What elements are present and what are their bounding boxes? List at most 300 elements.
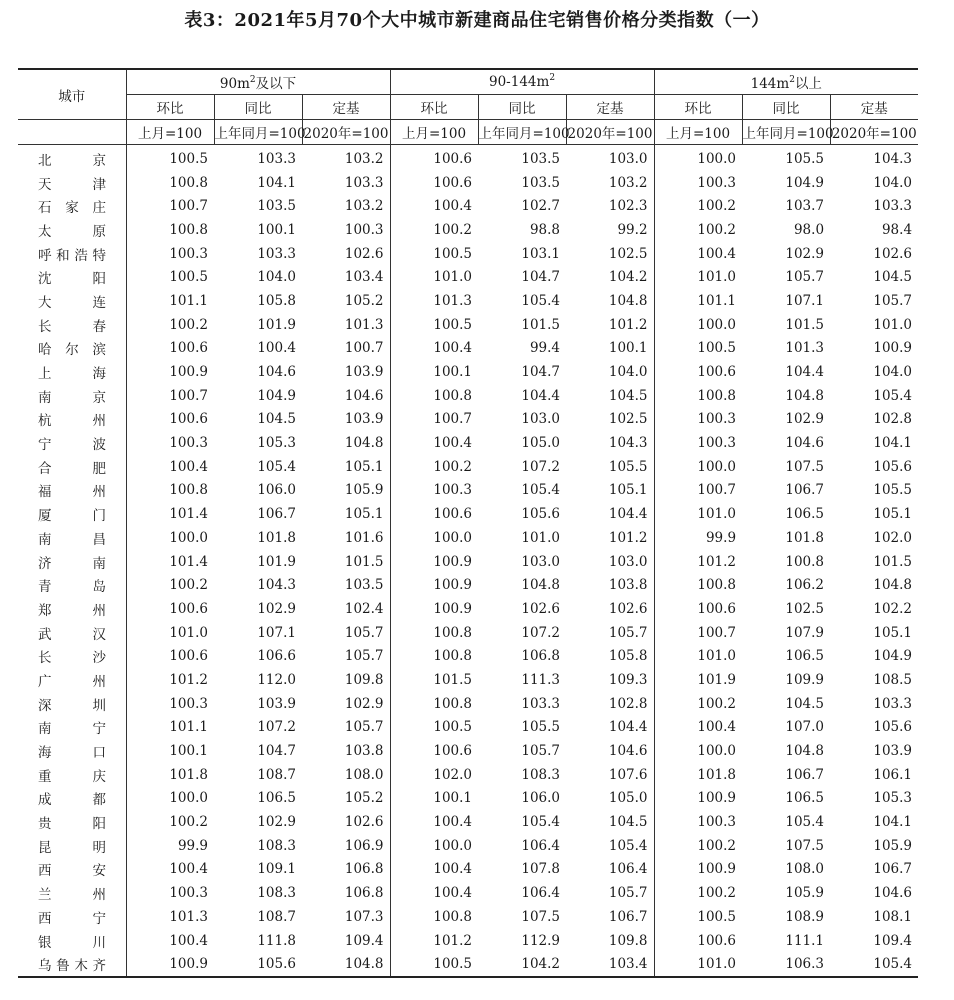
index-value: 106.5	[257, 790, 296, 807]
index-value: 106.5	[785, 648, 825, 665]
index-value: 100.7	[126, 194, 214, 218]
table-row	[18, 265, 918, 289]
index-value: 102.0	[390, 763, 478, 787]
table-row	[18, 479, 918, 503]
city-name	[18, 644, 126, 668]
index-value: 108.3	[521, 766, 561, 783]
index-value: 100.0	[390, 526, 478, 550]
index-value: 104.9	[785, 174, 825, 191]
city-label: 天津	[38, 176, 106, 193]
index-value: 112.9	[521, 932, 561, 949]
index-value: 107.0	[785, 719, 825, 736]
index-value: 103.5	[521, 174, 561, 191]
index-value: 100.7	[654, 621, 742, 645]
index-value: 101.8	[126, 763, 214, 787]
table-row	[18, 384, 918, 408]
index-value: 101.2	[390, 929, 478, 953]
table-row	[18, 573, 918, 597]
index-value: 108.3	[257, 885, 296, 902]
index-value: 100.9	[126, 952, 214, 977]
index-value: 100.8	[654, 384, 742, 408]
index-value: 105.5	[608, 458, 648, 475]
index-value: 102.5	[608, 411, 648, 428]
index-value: 106.0	[521, 790, 561, 807]
index-value: 103.0	[608, 553, 648, 570]
table-row	[18, 621, 918, 645]
city-name	[18, 787, 126, 811]
subheader-fixed: 定基	[830, 95, 918, 120]
city-label: 海口	[38, 745, 106, 762]
table-row	[18, 455, 918, 479]
index-value: 100.8	[390, 644, 478, 668]
index-value: 103.5	[344, 577, 384, 594]
table-row	[18, 145, 918, 171]
index-value: 101.0	[654, 265, 742, 289]
index-value: 100.0	[654, 313, 742, 337]
index-value: 101.9	[654, 668, 742, 692]
index-value: 101.2	[654, 550, 742, 574]
index-value: 106.4	[521, 885, 561, 902]
city-label: 沈阳	[38, 271, 106, 288]
index-value: 105.0	[521, 435, 561, 452]
index-value: 100.5	[654, 905, 742, 929]
index-value: 106.7	[785, 766, 825, 783]
city-name	[18, 194, 126, 218]
index-value: 105.5	[873, 482, 913, 499]
index-value: 100.5	[390, 313, 478, 337]
index-value: 101.8	[257, 529, 296, 546]
index-value: 105.4	[521, 482, 561, 499]
city-name	[18, 834, 126, 858]
index-value: 100.4	[390, 881, 478, 905]
index-value: 100.8	[390, 384, 478, 408]
subheader-yoy: 同比	[742, 95, 830, 120]
index-value: 103.3	[873, 198, 913, 215]
city-label: 西安	[38, 863, 106, 880]
city-name	[18, 242, 126, 266]
index-value: 100.3	[654, 810, 742, 834]
index-value: 104.0	[873, 364, 913, 381]
index-value: 100.3	[654, 431, 742, 455]
table-row	[18, 716, 918, 740]
index-value: 106.5	[785, 790, 825, 807]
index-value: 104.4	[785, 364, 825, 381]
index-value: 106.7	[608, 908, 648, 925]
index-value: 103.3	[521, 695, 561, 712]
city-name	[18, 289, 126, 313]
index-value: 101.0	[654, 952, 742, 977]
subheader-yoy: 同比	[478, 95, 566, 120]
index-value: 100.0	[654, 145, 742, 171]
index-value: 108.7	[257, 766, 296, 783]
city-label: 郑州	[38, 602, 106, 619]
table-row	[18, 550, 918, 574]
index-value: 108.3	[257, 837, 296, 854]
index-value: 101.4	[126, 502, 214, 526]
index-value: 105.0	[608, 790, 648, 807]
index-value: 105.4	[873, 956, 913, 973]
index-value: 100.6	[126, 408, 214, 432]
index-value: 100.5	[390, 242, 478, 266]
index-value: 104.8	[344, 956, 384, 973]
base-label-yoy: 上年同月=100	[478, 120, 566, 145]
index-value: 103.9	[257, 695, 296, 712]
index-value: 105.9	[785, 885, 825, 902]
index-value: 105.4	[608, 837, 648, 854]
index-value: 105.7	[785, 269, 825, 286]
index-value: 107.9	[785, 624, 825, 641]
index-value: 103.8	[344, 743, 384, 760]
index-value: 105.8	[257, 292, 296, 309]
city-label: 武汉	[38, 626, 106, 643]
index-value: 105.7	[873, 292, 913, 309]
index-value: 102.5	[608, 245, 648, 262]
index-value: 100.5	[126, 265, 214, 289]
index-value: 101.0	[390, 265, 478, 289]
table-row	[18, 810, 918, 834]
index-value: 100.6	[654, 597, 742, 621]
table-row	[18, 194, 918, 218]
index-value: 104.6	[257, 364, 296, 381]
index-value: 100.9	[390, 573, 478, 597]
index-value: 99.4	[529, 340, 561, 357]
index-value: 100.5	[126, 145, 214, 171]
table-title: 表3：2021年5月70个大中城市新建商品住宅销售价格分类指数（一）	[184, 10, 770, 31]
city-name	[18, 384, 126, 408]
index-value: 106.5	[785, 506, 825, 523]
index-value: 100.3	[344, 221, 384, 238]
base-label-fixed: 2020年=100	[566, 120, 654, 145]
index-value: 102.6	[873, 245, 913, 262]
index-value: 107.5	[785, 458, 825, 475]
index-value: 104.4	[608, 719, 648, 736]
city-label: 南京	[38, 389, 106, 406]
index-value: 102.9	[785, 411, 825, 428]
city-name	[18, 218, 126, 242]
city-label: 宁波	[38, 437, 106, 454]
index-value: 100.1	[390, 360, 478, 384]
index-value: 103.2	[344, 198, 384, 215]
table-row	[18, 952, 918, 977]
city-label: 呼和浩特	[38, 247, 106, 264]
table-row	[18, 431, 918, 455]
index-value: 99.9	[126, 834, 214, 858]
city-name	[18, 479, 126, 503]
city-name	[18, 145, 126, 171]
index-value: 100.7	[344, 340, 384, 357]
index-value: 101.1	[654, 289, 742, 313]
index-value: 98.8	[529, 221, 561, 238]
index-value: 100.5	[390, 716, 478, 740]
index-value: 101.5	[390, 668, 478, 692]
table-row	[18, 787, 918, 811]
index-value: 98.0	[793, 221, 825, 238]
index-value: 104.6	[873, 885, 913, 902]
index-value: 107.1	[785, 292, 825, 309]
city-label: 上海	[38, 366, 106, 383]
index-value: 100.2	[654, 881, 742, 905]
index-value: 104.8	[785, 743, 825, 760]
index-value: 104.4	[521, 387, 561, 404]
index-value: 101.9	[257, 553, 296, 570]
index-value: 106.9	[344, 837, 384, 854]
city-label: 石家庄	[38, 200, 106, 217]
index-value: 104.7	[521, 364, 561, 381]
table-row	[18, 337, 918, 361]
index-value: 108.5	[873, 671, 913, 688]
city-name	[18, 526, 126, 550]
index-value: 100.6	[390, 145, 478, 171]
subheader-fixed: 定基	[302, 95, 390, 120]
index-value: 100.4	[654, 242, 742, 266]
index-value: 103.7	[785, 198, 825, 215]
city-label: 南宁	[38, 721, 106, 738]
index-value: 105.1	[344, 458, 384, 475]
index-value: 102.6	[344, 814, 384, 831]
index-value: 105.6	[521, 506, 561, 523]
table-row	[18, 313, 918, 337]
table-row	[18, 905, 918, 929]
index-value: 100.4	[126, 455, 214, 479]
index-value: 100.9	[390, 550, 478, 574]
index-value: 100.2	[654, 218, 742, 242]
index-value: 100.4	[390, 194, 478, 218]
group-header-large: $144m^2$以上	[654, 69, 918, 95]
index-value: 100.2	[390, 218, 478, 242]
base-label-mom: 上月=100	[654, 120, 742, 145]
index-value: 105.9	[873, 837, 913, 854]
index-value: 103.3	[257, 150, 296, 167]
index-value: 100.3	[126, 242, 214, 266]
price-index-table	[18, 68, 918, 978]
index-value: 104.1	[873, 814, 913, 831]
table-row	[18, 289, 918, 313]
city-name	[18, 668, 126, 692]
index-value: 105.7	[608, 624, 648, 641]
index-value: 104.5	[608, 387, 648, 404]
index-value: 111.8	[257, 932, 296, 949]
index-value: 100.7	[390, 408, 478, 432]
index-value: 105.7	[344, 624, 384, 641]
index-value: 100.2	[654, 194, 742, 218]
index-value: 100.0	[390, 834, 478, 858]
city-name	[18, 313, 126, 337]
index-value: 105.1	[344, 506, 384, 523]
index-value: 102.9	[344, 695, 384, 712]
city-label: 杭州	[38, 413, 106, 430]
index-value: 100.1	[608, 340, 648, 357]
index-value: 103.3	[344, 174, 384, 191]
index-value: 100.4	[126, 858, 214, 882]
index-value: 101.4	[126, 550, 214, 574]
index-value: 105.6	[257, 956, 296, 973]
index-value: 106.6	[257, 648, 296, 665]
index-value: 100.8	[654, 573, 742, 597]
index-value: 101.8	[785, 529, 825, 546]
index-value: 105.3	[873, 790, 913, 807]
index-value: 104.0	[608, 364, 648, 381]
index-value: 105.2	[344, 292, 384, 309]
index-value: 104.3	[608, 435, 648, 452]
city-name	[18, 360, 126, 384]
index-value: 106.8	[344, 885, 384, 902]
city-label: 合肥	[38, 460, 106, 477]
table-row	[18, 597, 918, 621]
index-value: 102.2	[873, 600, 913, 617]
index-value: 104.3	[257, 577, 296, 594]
city-label: 长沙	[38, 650, 106, 667]
city-label: 西宁	[38, 910, 106, 927]
index-value: 100.7	[654, 479, 742, 503]
city-label: 青岛	[38, 579, 106, 596]
index-value: 100.0	[654, 455, 742, 479]
group-header-small: $90m^2$及以下	[126, 69, 390, 95]
index-value: 104.8	[608, 292, 648, 309]
index-value: 102.8	[608, 695, 648, 712]
index-value: 104.8	[785, 387, 825, 404]
index-value: 100.8	[390, 692, 478, 716]
index-value: 106.7	[873, 861, 913, 878]
city-label: 厦门	[38, 508, 106, 525]
index-value: 102.3	[608, 198, 648, 215]
index-value: 100.2	[126, 573, 214, 597]
index-value: 100.4	[390, 810, 478, 834]
index-value: 104.1	[873, 435, 913, 452]
index-value: 101.5	[521, 316, 561, 333]
city-label: 昆明	[38, 839, 106, 856]
index-value: 100.8	[785, 553, 825, 570]
index-value: 104.4	[608, 506, 648, 523]
index-value: 100.9	[654, 787, 742, 811]
base-label-yoy: 上年同月=100	[742, 120, 830, 145]
index-value: 103.0	[608, 150, 648, 167]
city-column-header: 城市	[18, 69, 126, 120]
index-value: 111.3	[521, 671, 561, 688]
index-value: 100.3	[126, 692, 214, 716]
group-header-medium: $90-144m^2$	[390, 69, 654, 95]
table-row	[18, 929, 918, 953]
city-name	[18, 573, 126, 597]
table-row	[18, 858, 918, 882]
city-label: 北京	[38, 152, 106, 169]
index-value: 105.3	[257, 435, 296, 452]
index-value: 100.5	[390, 952, 478, 977]
index-value: 109.4	[873, 932, 913, 949]
index-value: 101.5	[873, 553, 913, 570]
index-value: 101.0	[654, 644, 742, 668]
table-row	[18, 668, 918, 692]
index-value: 112.0	[257, 671, 296, 688]
city-name	[18, 265, 126, 289]
index-value: 103.2	[608, 174, 648, 191]
table-row	[18, 763, 918, 787]
index-value: 100.8	[390, 905, 478, 929]
index-value: 100.9	[654, 858, 742, 882]
index-value: 105.7	[521, 743, 561, 760]
index-value: 109.9	[785, 671, 825, 688]
index-value: 103.5	[521, 150, 561, 167]
subheader-mom: 环比	[654, 95, 742, 120]
index-value: 100.6	[390, 171, 478, 195]
index-value: 103.5	[257, 198, 296, 215]
index-value: 100.6	[654, 360, 742, 384]
index-value: 100.6	[126, 597, 214, 621]
city-name	[18, 905, 126, 929]
index-value: 109.3	[608, 671, 648, 688]
index-value: 101.3	[785, 340, 825, 357]
index-value: 100.3	[654, 408, 742, 432]
index-value: 103.0	[521, 411, 561, 428]
index-value: 105.7	[344, 648, 384, 665]
index-value: 106.3	[785, 956, 825, 973]
index-value: 105.7	[344, 719, 384, 736]
index-value: 104.8	[344, 435, 384, 452]
index-value: 108.0	[785, 861, 825, 878]
index-value: 100.6	[390, 502, 478, 526]
table-row	[18, 360, 918, 384]
index-value: 104.5	[785, 695, 825, 712]
index-value: 100.4	[654, 716, 742, 740]
index-value: 101.3	[390, 289, 478, 313]
city-label: 银川	[38, 934, 106, 951]
index-value: 103.2	[344, 150, 384, 167]
city-label: 南昌	[38, 531, 106, 548]
index-value: 106.8	[521, 648, 561, 665]
index-value: 104.6	[344, 387, 384, 404]
table-row	[18, 692, 918, 716]
index-value: 101.8	[654, 763, 742, 787]
index-value: 101.0	[654, 502, 742, 526]
index-value: 100.0	[654, 739, 742, 763]
index-value: 101.9	[257, 316, 296, 333]
index-value: 100.4	[390, 337, 478, 361]
index-value: 104.8	[521, 577, 561, 594]
table-row	[18, 644, 918, 668]
city-label: 济南	[38, 555, 106, 572]
index-value: 101.2	[608, 316, 648, 333]
index-value: 99.9	[654, 526, 742, 550]
index-value: 104.7	[521, 269, 561, 286]
index-value: 106.7	[257, 506, 296, 523]
city-name	[18, 597, 126, 621]
index-value: 101.1	[126, 716, 214, 740]
index-value: 103.0	[521, 553, 561, 570]
base-label-fixed: 2020年=100	[302, 120, 390, 145]
index-value: 101.6	[344, 529, 384, 546]
index-value: 104.7	[257, 743, 296, 760]
subheader-mom: 环比	[390, 95, 478, 120]
city-name	[18, 716, 126, 740]
index-value: 104.8	[873, 577, 913, 594]
index-value: 103.8	[608, 577, 648, 594]
index-value: 108.7	[257, 908, 296, 925]
index-value: 101.2	[126, 668, 214, 692]
index-value: 105.9	[344, 482, 384, 499]
index-value: 100.8	[390, 621, 478, 645]
index-value: 104.5	[608, 814, 648, 831]
index-value: 107.6	[608, 766, 648, 783]
index-value: 105.2	[344, 790, 384, 807]
index-value: 104.0	[873, 174, 913, 191]
city-label: 深圳	[38, 697, 106, 714]
index-value: 105.4	[521, 814, 561, 831]
index-value: 105.6	[873, 719, 913, 736]
index-value: 109.4	[344, 932, 384, 949]
city-name	[18, 408, 126, 432]
city-name	[18, 502, 126, 526]
index-value: 102.5	[785, 600, 825, 617]
index-value: 105.1	[873, 506, 913, 523]
